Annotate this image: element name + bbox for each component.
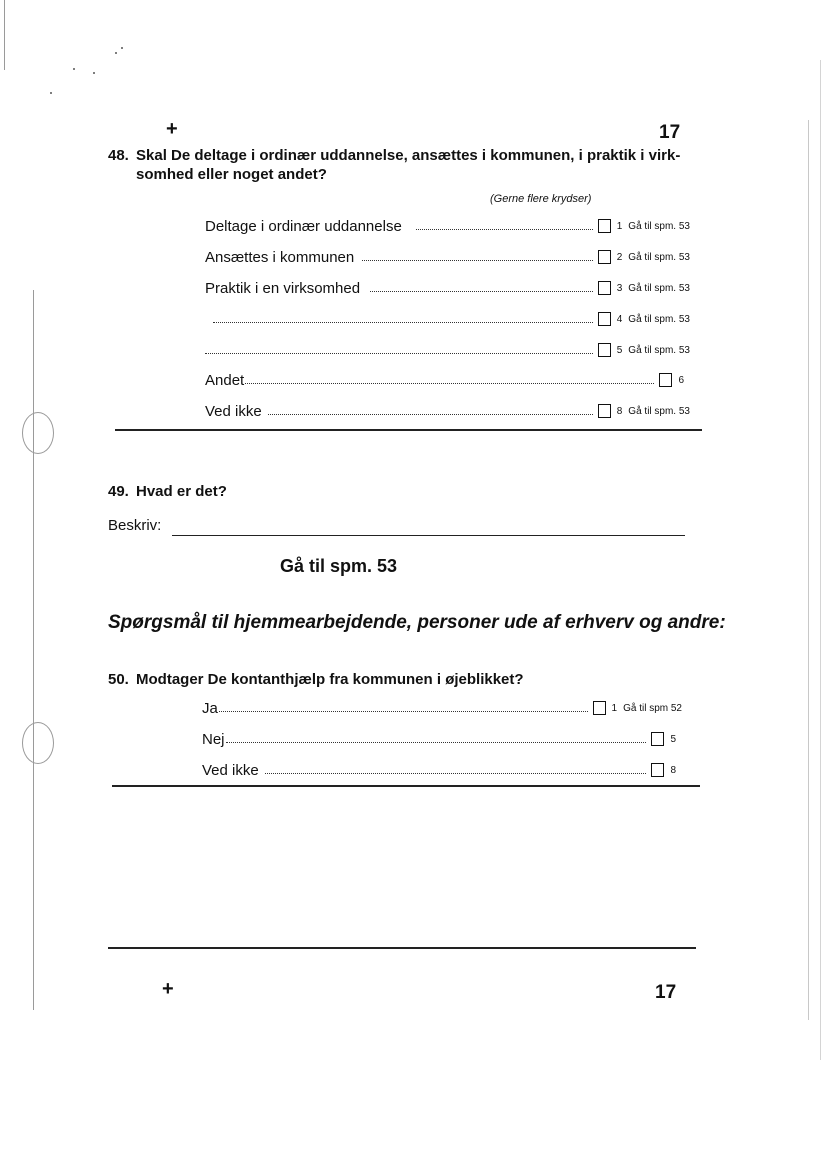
- q48-option-1-label: Deltage i ordinær uddannelse: [205, 217, 402, 235]
- question-50-title-text: Modtager De kontanthjælp fra kommunen i øjeblikket?: [136, 671, 524, 688]
- q48-option-4-goto: Gå til spm. 53: [628, 313, 690, 325]
- leader-dots: [370, 290, 593, 292]
- question-49-title: [108, 482, 227, 501]
- q50-option-1-code: 1: [611, 702, 618, 714]
- q48-option-5-checkbox[interactable]: [598, 343, 611, 357]
- q50-option-3-label: Ved ikke: [202, 761, 259, 779]
- q48-option-2-code: 2: [616, 251, 623, 263]
- page-number-bottom: 17: [655, 982, 677, 1003]
- q48-option-4-code: 4: [616, 313, 623, 325]
- scan-edge-left: [33, 290, 34, 1010]
- q50-option-2[interactable]: [202, 729, 682, 749]
- q48-option-7-checkbox[interactable]: [598, 404, 611, 418]
- q48-option-7-code: 8: [616, 405, 623, 417]
- speck-5: [50, 92, 52, 94]
- leader-dots: [416, 228, 593, 230]
- scan-edge-right-outer: [820, 60, 821, 1060]
- q48-option-6[interactable]: [205, 370, 690, 390]
- q50-option-2-checkbox[interactable]: [651, 732, 664, 746]
- q48-option-6-checkbox[interactable]: [659, 373, 672, 387]
- q50-option-3-checkbox[interactable]: [651, 763, 664, 777]
- q48-option-7-label: Ved ikke: [205, 402, 262, 420]
- describe-input-line[interactable]: [172, 535, 685, 536]
- q48-option-5-goto: Gå til spm. 53: [628, 344, 690, 356]
- leader-dots-writein[interactable]: [213, 321, 593, 323]
- speck-4: [93, 72, 95, 74]
- q50-option-3-code: 8: [670, 764, 676, 776]
- q48-option-4-checkbox[interactable]: [598, 312, 611, 326]
- q48-option-2-checkbox[interactable]: [598, 250, 611, 264]
- question-48-note: (Gerne flere krydser): [490, 193, 592, 205]
- q48-option-3-label: Praktik i en virksomhed: [205, 279, 361, 297]
- q48-option-2[interactable]: [205, 247, 690, 267]
- page-number-top: 17: [659, 122, 681, 143]
- question-48-title-line2: somhed eller noget andet?: [136, 166, 327, 183]
- describe-label: Beskriv:: [108, 517, 162, 534]
- scan-edge-left-top: [4, 0, 5, 70]
- section-divider-50: [112, 785, 700, 787]
- speck-3: [73, 68, 75, 70]
- q50-option-3[interactable]: [202, 760, 682, 780]
- q48-option-1-code: 1: [616, 220, 623, 232]
- question-50-number: 50.: [108, 671, 129, 688]
- q50-option-1-checkbox[interactable]: [593, 701, 606, 715]
- punch-hole-lower: [22, 722, 54, 764]
- q48-option-3-goto: Gå til spm. 53: [628, 282, 690, 294]
- leader-dots: [219, 710, 588, 712]
- footer-rule: [108, 947, 696, 949]
- q48-option-5[interactable]: [205, 340, 690, 360]
- question-48-title: [108, 146, 728, 184]
- q48-option-6-label: Andet: [205, 371, 245, 389]
- leader-dots: [245, 382, 654, 384]
- q50-option-1[interactable]: [202, 698, 682, 718]
- q48-option-1-goto: Gå til spm. 53: [628, 220, 690, 232]
- q50-option-2-code: 5: [670, 733, 676, 745]
- q50-option-1-label: Ja: [202, 699, 218, 717]
- speck-1: [115, 52, 117, 54]
- q50-option-2-label: Nej: [202, 730, 225, 748]
- leader-dots: [268, 413, 593, 415]
- q48-option-7-goto: Gå til spm. 53: [628, 405, 690, 417]
- leader-dots: [265, 772, 647, 774]
- q48-option-2-goto: Gå til spm. 53: [628, 251, 690, 263]
- section-divider-48: [115, 429, 702, 431]
- punch-hole-upper: [22, 412, 54, 454]
- q48-option-5-code: 5: [616, 344, 623, 356]
- q48-option-6-code: 6: [678, 374, 684, 386]
- question-50-title: [108, 670, 524, 689]
- question-49-goto: Gå til spm. 53: [280, 556, 398, 576]
- q50-option-1-goto: Gå til spm 52: [623, 702, 682, 714]
- q48-option-2-label: Ansættes i kommunen: [205, 248, 355, 266]
- speck-2: [121, 47, 123, 49]
- question-48-title-line1: Skal De deltage i ordinær uddannelse, ansættes i kommunen, i praktik i virk-: [136, 147, 681, 164]
- q48-option-3-checkbox[interactable]: [598, 281, 611, 295]
- q48-option-1[interactable]: [205, 216, 690, 236]
- question-48-number: 48.: [108, 147, 129, 164]
- question-49-number: 49.: [108, 483, 129, 500]
- leader-dots-writein[interactable]: [205, 352, 593, 354]
- q48-option-7[interactable]: [205, 401, 690, 421]
- q48-option-1-checkbox[interactable]: [598, 219, 611, 233]
- q48-option-3-code: 3: [616, 282, 623, 294]
- leader-dots: [226, 741, 647, 743]
- scan-edge-right: [808, 120, 809, 1020]
- registration-mark-top: +: [166, 118, 178, 140]
- section-heading: Spørgsmål til hjemmearbejdende, personer ude af erhverv og andre:: [108, 612, 726, 633]
- question-49-title-text: Hvad er det?: [136, 483, 227, 500]
- q48-option-4[interactable]: [205, 309, 690, 329]
- registration-mark-bottom: +: [162, 978, 174, 1000]
- leader-dots: [362, 259, 593, 261]
- q48-option-3[interactable]: [205, 278, 690, 298]
